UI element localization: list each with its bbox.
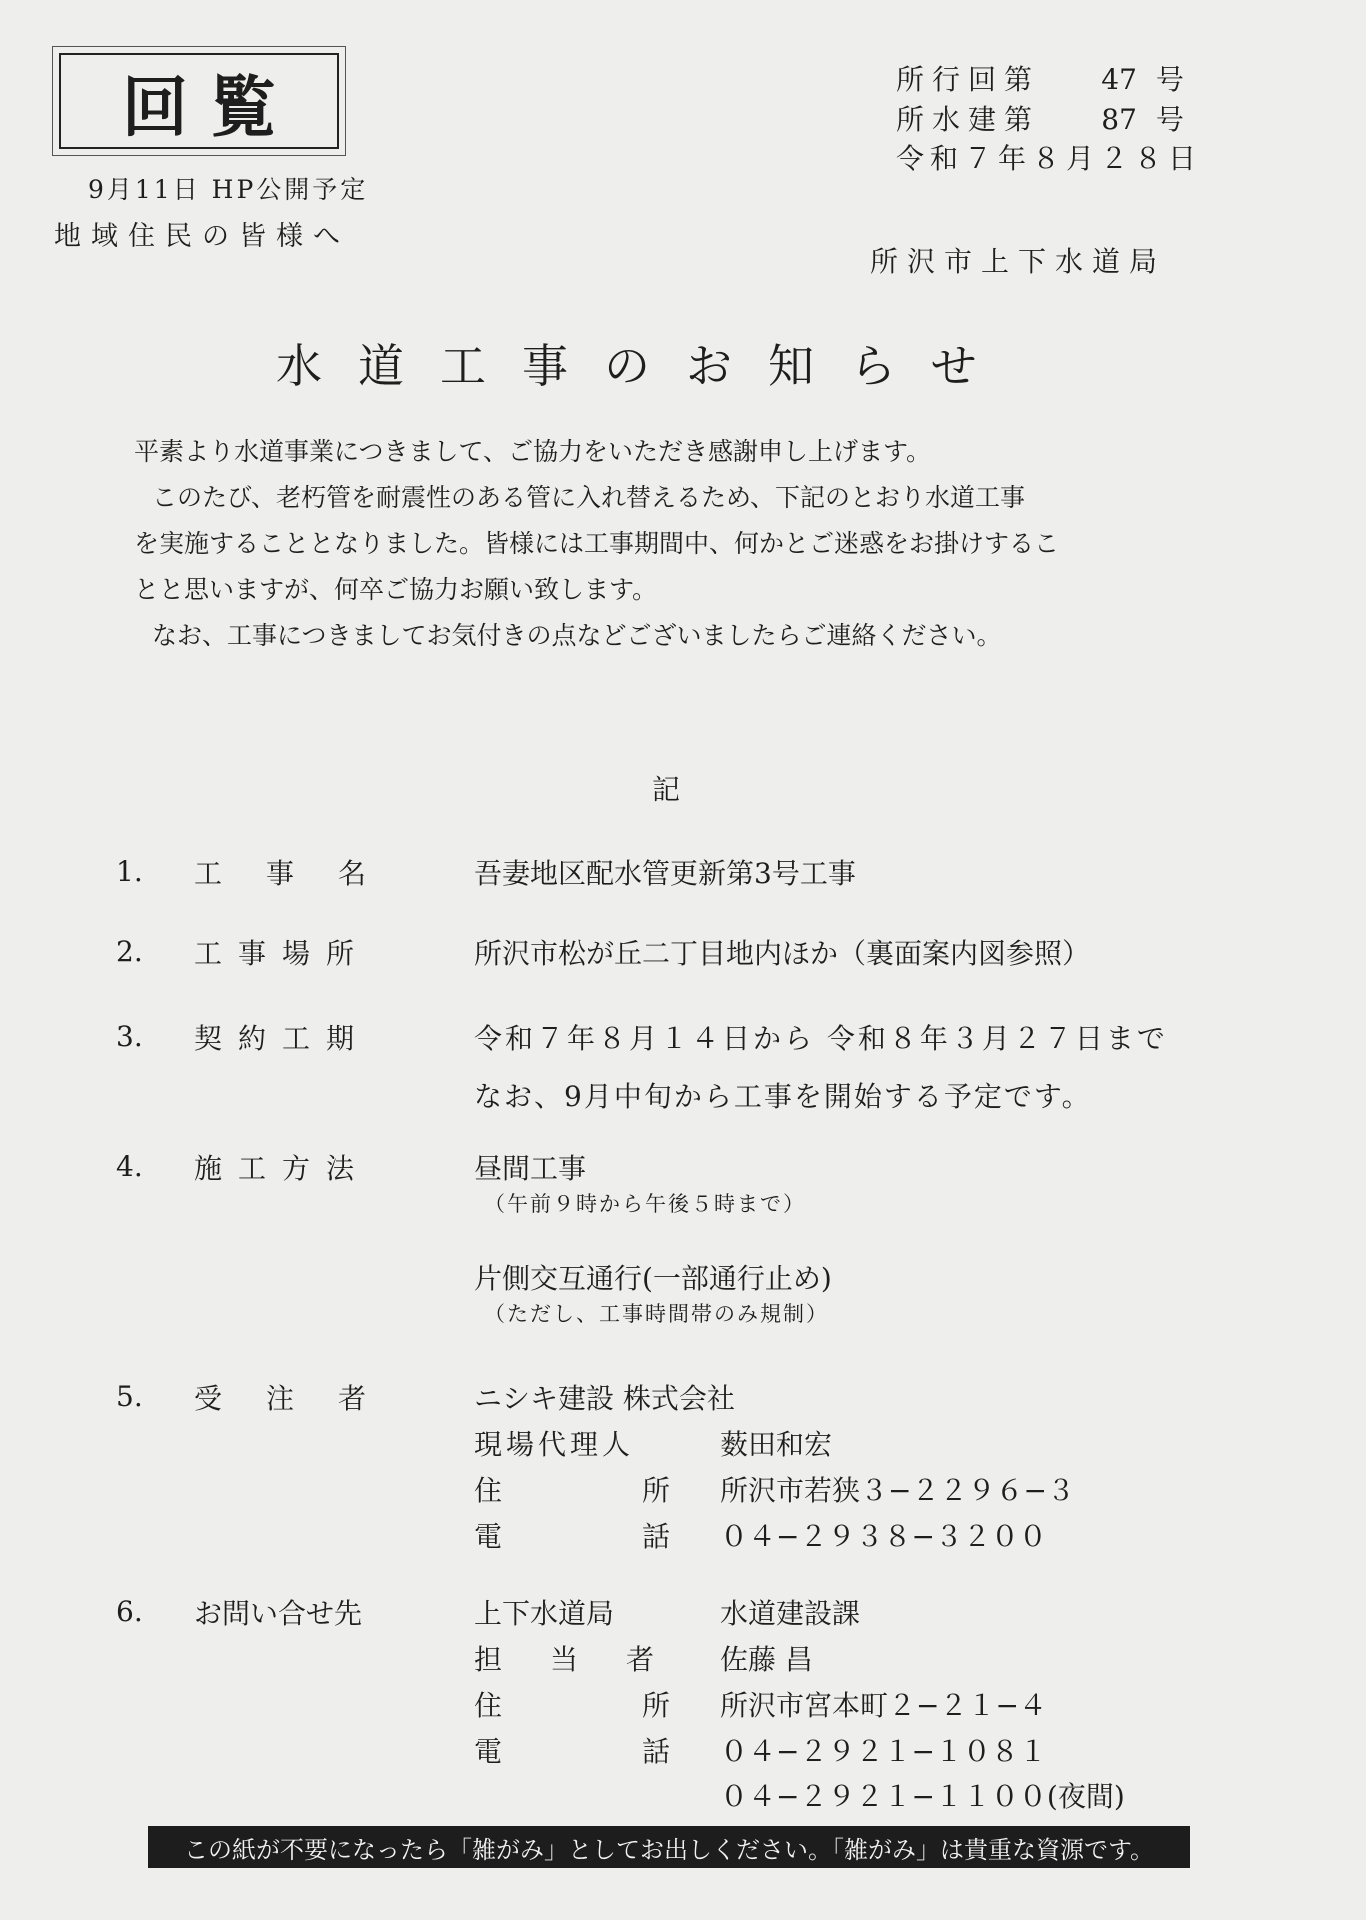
recycling-notice: この紙が不要になったら「雑がみ」としてお出しください。「雑がみ」は貴重な資源です。 xyxy=(148,1826,1190,1868)
ref-2-number: 87 xyxy=(1101,103,1137,136)
item-3-note: なお、9月中旬から工事を開始する予定です。 xyxy=(474,1080,1092,1113)
hp-publication-note: 9月11日 HP公開予定 xyxy=(88,175,369,204)
item-1-number: 1. xyxy=(116,855,143,888)
body-line-1: 平素より水道事業につきまして、ご協力をいただき感謝申し上げます。 xyxy=(134,437,932,466)
item-2-label: 工事場所 xyxy=(194,937,371,970)
item-6-phone-night: ０４−２９２１−１１００(夜間) xyxy=(720,1780,1125,1813)
item-5-company: ニシキ建設 株式会社 xyxy=(474,1382,735,1415)
ref-1-label: 所行回第 xyxy=(896,63,1041,96)
body-line-5: なお、工事につきましてお気付きの点などございましたらご連絡ください。 xyxy=(152,621,1002,650)
item-6-number: 6. xyxy=(116,1595,143,1628)
ref-2-suffix: 号 xyxy=(1155,103,1184,136)
item-5-phone-value: ０４−２９３８−３２００ xyxy=(720,1520,1047,1553)
item-5-agent-value: 薮田和宏 xyxy=(720,1428,833,1461)
item-2-number: 2. xyxy=(116,935,143,968)
item-5-number: 5. xyxy=(116,1380,143,1413)
issue-date: 令和７年８月２８日 xyxy=(896,142,1203,175)
item-6-phone-label: 電話 xyxy=(474,1735,811,1768)
item-4-method-1-note: （午前９時から午後５時まで） xyxy=(484,1192,806,1216)
item-5-phone-label: 電話 xyxy=(474,1520,811,1553)
item-6-person-label: 担当者 xyxy=(474,1643,703,1676)
ki-heading: 記 xyxy=(652,773,681,806)
reference-number-1 xyxy=(896,58,1184,98)
item-1-label: 工事名 xyxy=(194,857,411,890)
item-6-phone-value: ０４−２９２１−１０８１ xyxy=(720,1735,1047,1768)
item-2-value: 所沢市松が丘二丁目地内ほか（裏面案内図参照） xyxy=(474,937,1091,970)
ref-1-number: 47 xyxy=(1101,63,1137,96)
page-title: 水道工事のお知らせ xyxy=(276,339,1013,393)
item-3-label: 契約工期 xyxy=(194,1022,371,1055)
item-5-address-label: 住所 xyxy=(474,1474,811,1507)
kairan-stamp xyxy=(52,46,346,156)
item-6-person-value: 佐藤 昌 xyxy=(720,1643,813,1676)
ref-1-suffix: 号 xyxy=(1155,63,1184,96)
body-line-2: このたび、老朽管を耐震性のある管に入れ替えるため、下記のとおり水道工事 xyxy=(152,483,1026,512)
kairan-label: 回覧 xyxy=(59,53,339,149)
item-6-address-value: 所沢市宮本町２−２１−４ xyxy=(720,1689,1047,1722)
item-4-label: 施工方法 xyxy=(194,1152,371,1185)
item-5-label: 受注者 xyxy=(194,1382,411,1415)
item-4-method-2-note: （ただし、工事時間帯のみ規制） xyxy=(484,1302,829,1326)
item-3-value: 令和７年８月１４日から 令和８年３月２７日まで xyxy=(474,1022,1168,1055)
reference-number-2 xyxy=(896,98,1184,138)
item-4-number: 4. xyxy=(116,1150,143,1183)
addressee: 地域住民の皆様へ xyxy=(54,221,350,252)
item-6-section: 水道建設課 xyxy=(720,1597,861,1630)
item-4-method-2: 片側交互通行(一部通行止め) xyxy=(474,1262,832,1295)
sender: 所沢市上下水道局 xyxy=(870,245,1167,278)
body-line-3: を実施することとなりました。皆様には工事期間中、何かとご迷惑をお掛けするこ xyxy=(134,529,1060,558)
ref-2-label: 所水建第 xyxy=(896,103,1041,136)
item-1-value: 吾妻地区配水管更新第3号工事 xyxy=(474,857,856,890)
item-5-address-value: 所沢市若狭３−２２９６−３ xyxy=(720,1474,1075,1507)
body-line-4: とと思いますが、何卒ご協力お願い致します。 xyxy=(134,575,658,604)
item-5-agent-label: 現場代理人 xyxy=(474,1428,635,1461)
item-4-method-1: 昼間工事 xyxy=(474,1152,587,1185)
item-6-address-label: 住所 xyxy=(474,1689,811,1722)
item-6-label: お問い合せ先 xyxy=(194,1597,363,1630)
item-6-department: 上下水道局 xyxy=(474,1597,615,1630)
item-3-number: 3. xyxy=(116,1020,143,1053)
